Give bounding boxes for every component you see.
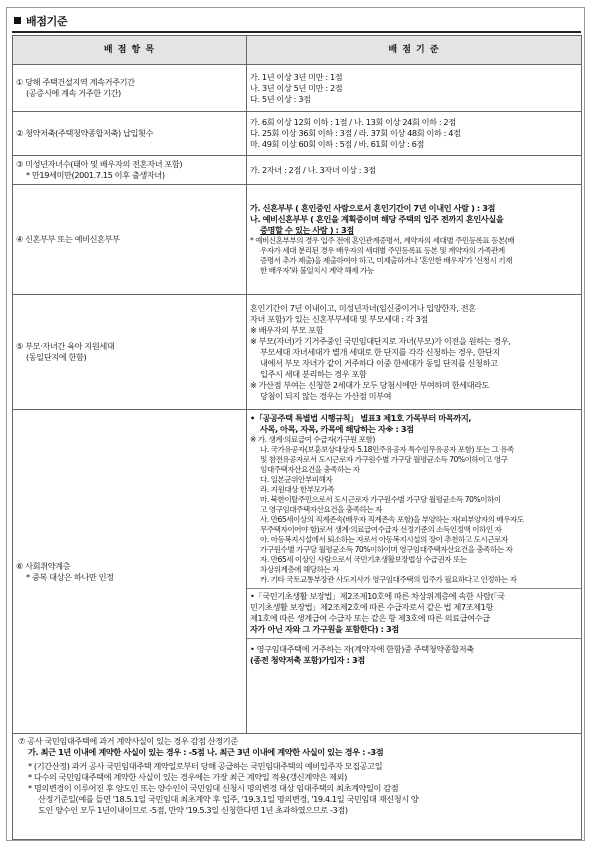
deduction-note: 산정기준일(예를 들면 '18.5.1일 국민임대 최초계약 후 입주, '19.3.1일 명의변경, '19.4.1일 국민임대 재신청시 양 bbox=[38, 794, 419, 804]
item-line: (공증시에 계속 거주한 기간) bbox=[26, 88, 121, 98]
criteria-line: 가. 2자녀 : 2점 / 나. 3자녀 이상 : 3점 bbox=[250, 164, 376, 175]
criteria-note: * 예비신혼부부의 경우 입주 전에 혼인관계증명서, 계약자의 세대별 주민등록표 등본(배 bbox=[250, 236, 515, 245]
item-cell bbox=[13, 185, 247, 295]
table-row bbox=[13, 112, 582, 156]
criteria-line: ※ 가산점 부여는 신청한 2세대가 모두 당첨시에만 부여하며 한세대라도 bbox=[250, 379, 490, 390]
item-line: (동일단지에 한함) bbox=[26, 352, 87, 362]
criteria-cell bbox=[247, 156, 582, 185]
criteria-cell bbox=[247, 112, 582, 156]
criteria-note: 한 배우자'와 불일치시 계약 해제 가능 bbox=[260, 266, 374, 275]
criteria-line: 가. 신혼부부 ( 혼인중인 사람으로서 혼인기간이 7년 이내인 사람 ) : 3점 bbox=[250, 203, 496, 213]
criteria-line: •「국민기초생활 보장법」제2조제10호에 따른 차상위계층에 속한 사람(「국 bbox=[250, 591, 505, 601]
item-line: ① 당해 주택건설지역 계속거주기간 bbox=[16, 77, 135, 87]
square-bullet-icon bbox=[14, 17, 21, 24]
criteria-line: (종전 청약저축 포함)가입자 : 3점 bbox=[250, 655, 365, 665]
criteria-line: 사목, 아목, 자목, 카목에 해당하는 자※ : 3점 bbox=[260, 424, 414, 434]
criteria-line: 제1호에 따른 생계급여 수급자 또는 같은 항 제3호에 따른 의료급여수급 bbox=[250, 613, 490, 623]
criteria-note: 마. 북한이탈주민으로서 도시근로자 가구원수별 가구당 월평균소득 70%이하이 bbox=[260, 495, 501, 504]
table-row bbox=[13, 65, 582, 112]
criteria-note: 증명서 추가 제출)을 제출하여야 하고, 미제출하거나 '혼인한 배우자'가 '신청시 기재 bbox=[260, 256, 512, 265]
deduction-line: 가. 최근 1년 이내에 계약한 사실이 있는 경우 : -5점 나. 최근 3년 이내에 계약한 사실이 있는 경우 : -3점 bbox=[28, 747, 384, 757]
item-line: ④ 신혼부부 또는 예비신혼부부 bbox=[16, 234, 120, 244]
criteria-line: •「공공주택 특별법 시행규칙」 별표3 제1호 가목부터 마목까지, bbox=[250, 413, 472, 423]
table-header-row bbox=[13, 36, 582, 65]
deduction-cell bbox=[13, 734, 582, 840]
criteria-line: 나. 예비신혼부부 ( 혼인을 계획중이며 해당 주택의 입주 전까지 혼인사실을 bbox=[250, 214, 504, 224]
deduction-note: * 다수의 국민임대주택에 계약한 사실이 있는 경우에는 가장 최근 계약일 적용(갱신계약은 제외) bbox=[28, 772, 347, 782]
scoring-table bbox=[12, 35, 582, 840]
criteria-note: 및 참전유공자로서 도시근로자 가구원수별 가구당 월평균소득 70%이하이고 영구 bbox=[260, 455, 508, 464]
item-line: * 만19세미만(2001.7.15 이후 출생자녀) bbox=[26, 170, 165, 180]
item-line: ⑥ 사회취약계층 bbox=[16, 560, 71, 571]
criteria-note: 무주택자이어야 함)로서 생계·의료급여수급자 선정기준의 소득인정액 이하인 자 bbox=[260, 525, 502, 534]
item-cell bbox=[13, 156, 247, 185]
criteria-note: 차상위계층에 해당하는 자 bbox=[260, 565, 340, 574]
section-title-text: 배점기준 bbox=[26, 15, 68, 28]
sub-section-b bbox=[247, 588, 581, 635]
item-cell bbox=[13, 65, 247, 112]
criteria-line: 다. 5년 이상 : 3점 bbox=[250, 93, 311, 104]
item-line: * 중복 대상은 하나만 인정 bbox=[26, 571, 114, 582]
criteria-line: 가. 6회 이상 12회 이하 : 1점 / 나. 13회 이상 24회 이하 : 2점 bbox=[250, 117, 456, 127]
criteria-line: 나. 3년 이상 5년 미만 : 2점 bbox=[250, 82, 343, 93]
item-cell bbox=[13, 112, 247, 156]
item-cell bbox=[13, 295, 247, 410]
item-line: ⑤ 부모·자녀간 육아 지원세대 bbox=[16, 341, 115, 351]
criteria-cell bbox=[247, 185, 582, 295]
table-row bbox=[13, 185, 582, 295]
criteria-line: 마. 49회 이상 60회 이하 : 5점 / 바. 61회 이상 : 6점 bbox=[250, 139, 425, 149]
section-title bbox=[14, 13, 67, 29]
criteria-note: 가구원수별 가구당 월평균소득 70%이하이며 영구임대주택자산요건을 충족하는 자 bbox=[260, 545, 513, 554]
criteria-line: 다. 25회 이상 36회 이하 : 3점 / 라. 37회 이상 48회 이하 : 4점 bbox=[250, 128, 461, 138]
criteria-note: 고 영구임대주택자산요건을 충족하는 자 bbox=[260, 505, 382, 514]
criteria-note: 다. 일본군위안부피해자 bbox=[260, 475, 333, 484]
criteria-line: 가. 1년 이상 3년 미만 : 1점 bbox=[250, 71, 343, 82]
table-row bbox=[13, 410, 582, 734]
criteria-note: 사. 만65세이상의 직계존속(배우자 직계존속 포함)을 부양하는 자(피부양자의 배우자도 bbox=[260, 515, 524, 524]
title-rule bbox=[12, 31, 581, 33]
criteria-note: 아. 아동복지시설에서 퇴소하는 자로서 아동복지시설의 장이 추천하고 도시근로자 bbox=[260, 535, 508, 544]
criteria-line: • 영구임대주택에 거주하는 자(계약자에 한함)중 주택청약종합저축 bbox=[250, 644, 474, 654]
criteria-note: 카. 기타 국토교통부장관 사도지사가 영구임대주택의 입주가 필요하다고 인정하는 자 bbox=[260, 575, 517, 584]
criteria-note: 임대주택자산요건을 충족하는 자 bbox=[260, 465, 360, 474]
criteria-line: 자녀 포함)가 있는 신혼부부세대 및 부모세대 : 각 3점 bbox=[250, 313, 428, 324]
criteria-cell bbox=[247, 295, 582, 410]
criteria-line: 입주시 세대 분리하는 경우 포함 bbox=[260, 368, 367, 379]
header-criteria: 배 점 기 준 bbox=[247, 36, 582, 65]
criteria-line: 당첨이 되지 않는 경우는 가산점 미부여 bbox=[260, 390, 392, 401]
table-row bbox=[13, 295, 582, 410]
item-cell bbox=[13, 410, 247, 734]
deduction-note: * 명의변경이 이루어진 후 양도인 또는 양수인이 국민임대 신청시 명의변경 대상 임대주택의 최초계약일이 감점 bbox=[28, 783, 399, 793]
criteria-cell bbox=[247, 410, 582, 734]
header-item: 배 점 항 목 bbox=[13, 36, 247, 65]
deduction-note: 도인 양수인 모두 1년이내이므로 -5점, 만약 '19.5.3일 신청한다면 1년 초과하였으므로 -3점) bbox=[38, 805, 348, 815]
deduction-note: * (기간산정) 과거 공사 국민임대주택 계약일로부터 당해 공급하는 국민임대주택의 예비입주자 모집공고일 bbox=[28, 761, 383, 771]
deduction-line: ⑦ 공사 국민임대주택에 과거 계약사실이 있는 경우 감점 산정기준 bbox=[18, 736, 238, 746]
criteria-cell bbox=[247, 65, 582, 112]
item-line: ③ 미성년자녀수(태아 및 배우자의 전혼자녀 포함) bbox=[16, 159, 183, 169]
criteria-note: 나. 국가유공자(보훈보상대상자 5.18민주유공자 특수임무유공자 포함) 또는 그 유족 bbox=[260, 445, 514, 454]
criteria-line: 자가 아닌 자와 그 가구원을 포함한다) : 3점 bbox=[250, 624, 399, 634]
sub-section-c bbox=[247, 638, 581, 666]
criteria-line: 부모세대 자녀세대가 별개 세대로 한 단지를 각각 신청하는 경우, 한단지 bbox=[260, 346, 500, 357]
criteria-line: ※ 부모(자녀)가 기거주중인 국민임대단지로 자녀(부모)가 이전을 원하는 경우, bbox=[250, 335, 511, 346]
criteria-note: 라. 지원대상 한부모가족 bbox=[260, 485, 335, 494]
criteria-note: 우자가 세대 분리된 경우 배우자의 세대별 주민등록표 등본 및 계약자의 가족관계 bbox=[260, 246, 505, 255]
table-row bbox=[13, 734, 582, 840]
criteria-note: 자. 만65세 이상인 사람으로서 국민기초생활보장법상 수급권자 또는 bbox=[260, 555, 467, 564]
criteria-note: ※ 가. 생계·의료급여 수급자(가구원 포함) bbox=[250, 435, 375, 444]
criteria-line: 내에서 부모 자녀가 같이 거주하다 이중 한세대가 동일 단지를 신청하고 bbox=[260, 357, 498, 368]
criteria-line: 혼인기간이 7년 이내이고, 미성년자녀(임신중이거나 입양한자, 전혼 bbox=[250, 302, 476, 313]
criteria-line: ※ 배우자의 부모 포함 bbox=[250, 324, 324, 335]
item-line: ② 청약저축(주택청약종합저축) 납입횟수 bbox=[16, 128, 154, 138]
table-row bbox=[13, 156, 582, 185]
criteria-line: 증명할 수 있는 사람 ) : 3점 bbox=[260, 225, 354, 235]
criteria-line: 민기초생활 보장법」제2조제2호에 따른 수급자로서 같은 법 제7조제1항 bbox=[250, 602, 493, 612]
